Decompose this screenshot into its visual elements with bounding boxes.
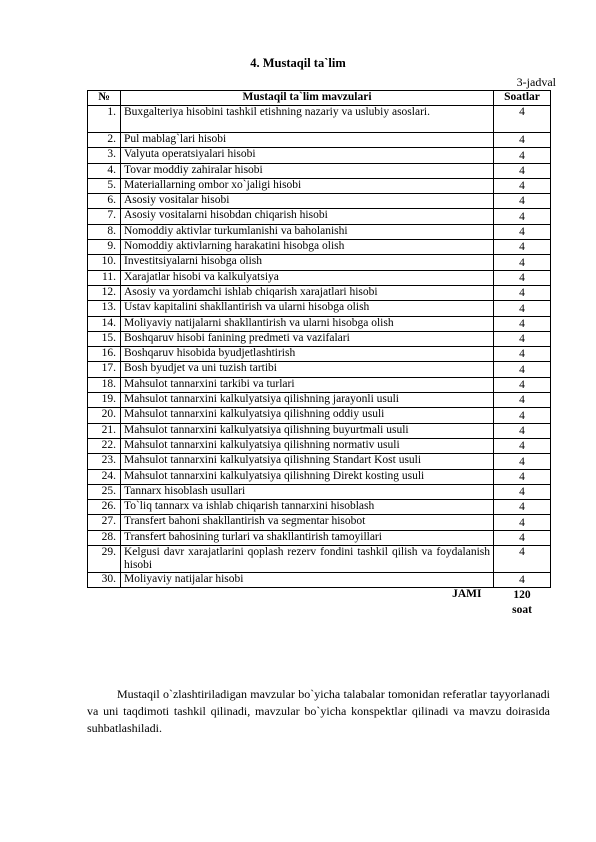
row-topic: Mahsulot tannarxini kalkulyatsiya qilishning jarayonli usuli bbox=[121, 393, 494, 408]
row-hours: 4 bbox=[494, 106, 551, 133]
row-number: 14. bbox=[88, 316, 121, 331]
row-hours: 4 bbox=[494, 454, 551, 469]
row-hours: 4 bbox=[494, 469, 551, 484]
table-body bbox=[88, 106, 551, 588]
table-row bbox=[88, 438, 551, 453]
row-number: 21. bbox=[88, 423, 121, 438]
row-topic: Tannarx hisoblash usullari bbox=[121, 484, 494, 499]
row-hours: 4 bbox=[494, 362, 551, 377]
total-unit: soat bbox=[512, 604, 532, 617]
row-hours: 4 bbox=[494, 530, 551, 545]
row-number: 13. bbox=[88, 301, 121, 316]
independent-study-table bbox=[87, 90, 551, 618]
row-hours: 4 bbox=[494, 573, 551, 588]
row-number: 17. bbox=[88, 362, 121, 377]
table-row bbox=[88, 224, 551, 239]
table-row bbox=[88, 209, 551, 224]
row-hours: 4 bbox=[494, 148, 551, 163]
row-hours: 4 bbox=[494, 500, 551, 515]
table-row bbox=[88, 454, 551, 469]
table-row bbox=[88, 362, 551, 377]
table-row bbox=[88, 377, 551, 392]
row-number: 12. bbox=[88, 285, 121, 300]
row-number: 28. bbox=[88, 530, 121, 545]
table-row bbox=[88, 270, 551, 285]
row-hours: 4 bbox=[494, 194, 551, 209]
row-hours: 4 bbox=[494, 393, 551, 408]
table-row bbox=[88, 255, 551, 270]
row-topic: Pul mablag`lari hisobi bbox=[121, 133, 494, 148]
row-number: 18. bbox=[88, 377, 121, 392]
row-number: 2. bbox=[88, 133, 121, 148]
row-topic: Asosiy vositalar hisobi bbox=[121, 194, 494, 209]
row-topic: Bosh byudjet va uni tuzish tartibi bbox=[121, 362, 494, 377]
table-row bbox=[88, 573, 551, 588]
row-topic: Asosiy vositalarni hisobdan chiqarish hisobi bbox=[121, 209, 494, 224]
table-row bbox=[88, 178, 551, 193]
column-header-topic: Mustaqil ta`lim mavzulari bbox=[121, 91, 494, 106]
row-number: 5. bbox=[88, 178, 121, 193]
table-row bbox=[88, 316, 551, 331]
table-row bbox=[88, 484, 551, 499]
row-topic: Materiallarning ombor xo`jaligi hisobi bbox=[121, 178, 494, 193]
row-number: 10. bbox=[88, 255, 121, 270]
row-topic: Tovar moddiy zahiralar hisobi bbox=[121, 163, 494, 178]
row-topic: Ustav kapitalini shakllantirish va ularni hisobga olish bbox=[121, 301, 494, 316]
row-number: 30. bbox=[88, 573, 121, 588]
row-topic: Boshqaruv hisobi fanining predmeti va vazifalari bbox=[121, 331, 494, 346]
table-header-row bbox=[88, 91, 551, 106]
row-topic: Xarajatlar hisobi va kalkulyatsiya bbox=[121, 270, 494, 285]
row-hours: 4 bbox=[494, 255, 551, 270]
row-number: 24. bbox=[88, 469, 121, 484]
table-row bbox=[88, 546, 551, 573]
row-hours: 4 bbox=[494, 423, 551, 438]
row-hours: 4 bbox=[494, 163, 551, 178]
row-topic: Valyuta operatsiyalari hisobi bbox=[121, 148, 494, 163]
row-topic: Mahsulot tannarxini kalkulyatsiya qilishning buyurtmali usuli bbox=[121, 423, 494, 438]
row-topic: Moliyaviy natijalarni shakllantirish va ularni hisobga olish bbox=[121, 316, 494, 331]
row-number: 29. bbox=[88, 546, 121, 573]
table-row bbox=[88, 469, 551, 484]
table-row bbox=[88, 393, 551, 408]
row-number: 22. bbox=[88, 438, 121, 453]
row-number: 26. bbox=[88, 500, 121, 515]
total-value bbox=[494, 588, 551, 619]
table-row bbox=[88, 530, 551, 545]
table-row bbox=[88, 285, 551, 300]
row-topic: Mahsulot tannarxini kalkulyatsiya qilishning Direkt kosting usuli bbox=[121, 469, 494, 484]
row-number: 25. bbox=[88, 484, 121, 499]
row-topic: Nomoddiy aktivlar turkumlanishi va baholanishi bbox=[121, 224, 494, 239]
row-number: 9. bbox=[88, 240, 121, 255]
row-hours: 4 bbox=[494, 331, 551, 346]
row-topic: Boshqaruv hisobida byudjetlashtirish bbox=[121, 347, 494, 362]
row-hours: 4 bbox=[494, 408, 551, 423]
row-topic: Mahsulot tannarxini kalkulyatsiya qilishning normativ usuli bbox=[121, 438, 494, 453]
row-number: 19. bbox=[88, 393, 121, 408]
total-hours: 120 bbox=[513, 589, 531, 602]
row-hours: 4 bbox=[494, 240, 551, 255]
section-title: 4. Mustaqil ta`lim bbox=[250, 56, 346, 70]
row-hours: 4 bbox=[494, 209, 551, 224]
row-topic: Mahsulot tannarxini tarkibi va turlari bbox=[121, 377, 494, 392]
row-topic: Investitsiyalarni hisobga olish bbox=[121, 255, 494, 270]
row-hours: 4 bbox=[494, 301, 551, 316]
row-number: 8. bbox=[88, 224, 121, 239]
row-hours: 4 bbox=[494, 270, 551, 285]
row-topic: Nomoddiy aktivlarning harakatini hisobga olish bbox=[121, 240, 494, 255]
row-hours: 4 bbox=[494, 178, 551, 193]
row-topic: To`liq tannarx va ishlab chiqarish tannarxini hisoblash bbox=[121, 500, 494, 515]
table-row bbox=[88, 347, 551, 362]
total-row bbox=[88, 588, 551, 619]
table-row bbox=[88, 240, 551, 255]
row-number: 23. bbox=[88, 454, 121, 469]
row-topic: Moliyaviy natijalar hisobi bbox=[121, 573, 494, 588]
row-hours: 4 bbox=[494, 546, 551, 573]
table-row bbox=[88, 163, 551, 178]
row-number: 4. bbox=[88, 163, 121, 178]
row-number: 6. bbox=[88, 194, 121, 209]
row-hours: 4 bbox=[494, 377, 551, 392]
table-row bbox=[88, 133, 551, 148]
table-row bbox=[88, 423, 551, 438]
row-hours: 4 bbox=[494, 515, 551, 530]
row-number: 3. bbox=[88, 148, 121, 163]
note-paragraph: Mustaqil o`zlashtiriladigan mavzular bo`yicha talabalar tomonidan referatlar tayyorlanadi va uni taqdimoti tashkil qilinadi, mavzular bo`yicha konspektlar qilinadi va mavzu doirasida suhbatlashiladi. bbox=[87, 687, 550, 735]
table-row bbox=[88, 194, 551, 209]
row-topic: Mahsulot tannarxini kalkulyatsiya qilishning oddiy usuli bbox=[121, 408, 494, 423]
row-hours: 4 bbox=[494, 285, 551, 300]
row-number: 1. bbox=[88, 106, 121, 133]
row-number: 11. bbox=[88, 270, 121, 285]
row-hours: 4 bbox=[494, 316, 551, 331]
row-number: 27. bbox=[88, 515, 121, 530]
table-label: 3-jadval bbox=[516, 75, 556, 89]
row-hours: 4 bbox=[494, 133, 551, 148]
row-number: 16. bbox=[88, 347, 121, 362]
table-row bbox=[88, 408, 551, 423]
table-row bbox=[88, 331, 551, 346]
table-row bbox=[88, 301, 551, 316]
table-row bbox=[88, 106, 551, 133]
total-label: JAMI bbox=[452, 588, 482, 601]
row-number: 7. bbox=[88, 209, 121, 224]
column-header-number: № bbox=[88, 91, 121, 106]
row-hours: 4 bbox=[494, 484, 551, 499]
column-header-hours: Soatlar bbox=[494, 91, 551, 106]
row-topic: Asosiy va yordamchi ishlab chiqarish xarajatlari hisobi bbox=[121, 285, 494, 300]
row-topic: Buxgalteriya hisobini tashkil etishning nazariy va uslubiy asoslari. bbox=[121, 106, 494, 133]
table-row bbox=[88, 500, 551, 515]
row-hours: 4 bbox=[494, 347, 551, 362]
table-row bbox=[88, 148, 551, 163]
row-hours: 4 bbox=[494, 438, 551, 453]
row-hours: 4 bbox=[494, 224, 551, 239]
row-topic: Kelgusi davr xarajatlarini qoplash rezerv fondini tashkil qilish va foydalanish hisobi bbox=[121, 546, 494, 573]
row-topic: Mahsulot tannarxini kalkulyatsiya qilishning Standart Kost usuli bbox=[121, 454, 494, 469]
row-topic: Transfert bahosining turlari va shakllantirish tamoyillari bbox=[121, 530, 494, 545]
row-topic: Transfert bahoni shakllantirish va segmentar hisobot bbox=[121, 515, 494, 530]
table-row bbox=[88, 515, 551, 530]
row-number: 20. bbox=[88, 408, 121, 423]
row-number: 15. bbox=[88, 331, 121, 346]
